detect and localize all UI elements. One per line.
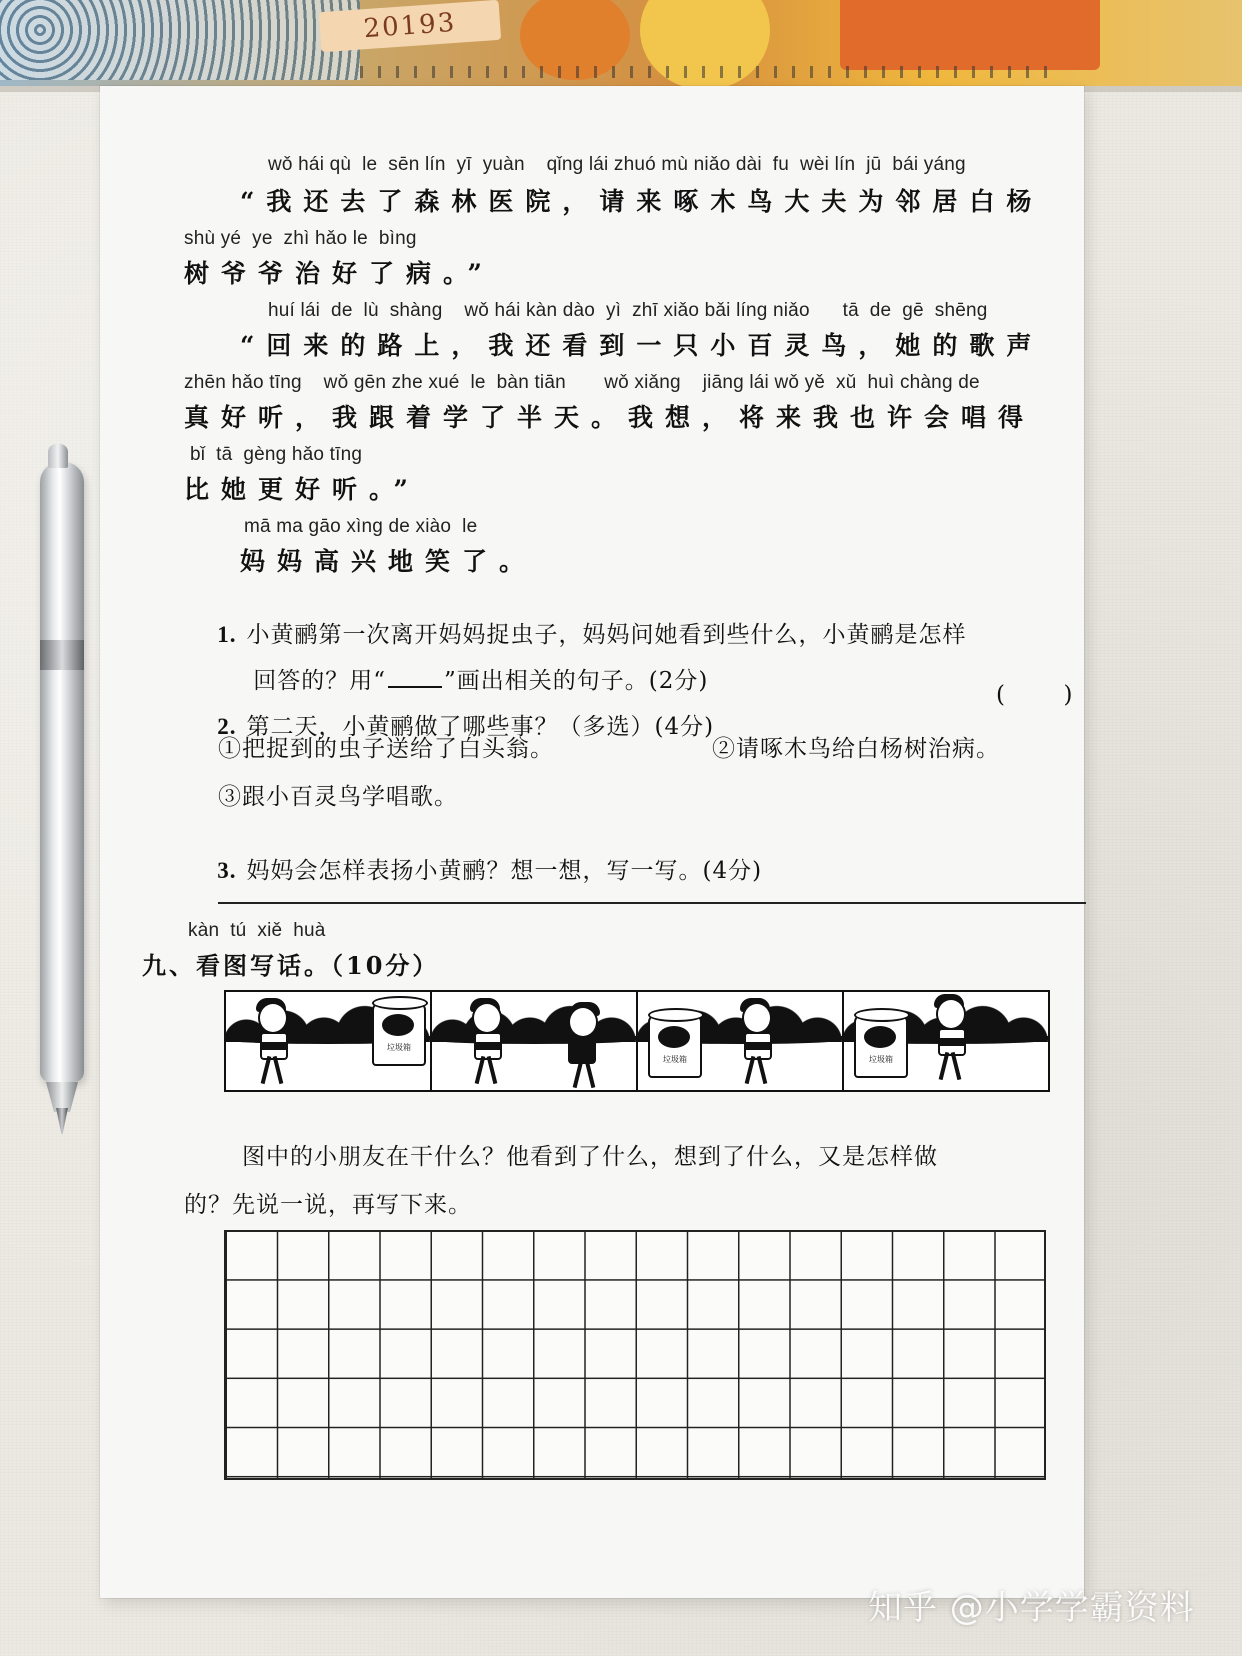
section-9-pinyin: kàn tú xiě huà [188, 920, 326, 941]
trash-bin [648, 1014, 702, 1078]
question-1-line-1: 小黄鹂第一次离开妈妈捉虫子，妈妈问她看到些什么，小黄鹂是怎样 [246, 622, 967, 648]
story-pinyin-1: wǒ hái qù le sēn lín yī yuàn qǐng lái zhuó mù niǎo dài fu wèi lín jū bái yáng [268, 154, 966, 175]
pen-grip [46, 1082, 78, 1112]
comic-panel-1 [226, 992, 432, 1090]
bin-mouth [864, 1026, 896, 1048]
child-figure [730, 998, 780, 1088]
bin-label: 垃圾箱 [387, 1043, 411, 1052]
section-9-title: 九、看图写话。（10分） [142, 951, 440, 980]
answer-line[interactable] [218, 902, 1086, 904]
cover-illustration-3 [840, 0, 1100, 70]
pen-tip [56, 1108, 68, 1134]
story-hanzi-3: “回来的路上，我还看到一只小百灵鸟，她的歌声 [240, 331, 1044, 360]
belt [938, 1038, 966, 1046]
story-pinyin-3: huí lái de lù shàng wǒ hái kàn dào yì zhī xiǎo bǎi líng niǎo tā de gē shēng [268, 300, 988, 321]
leg [951, 1052, 962, 1080]
leg [487, 1056, 498, 1084]
story-pinyin-2: shù yé ye zhì hǎo le bìng [184, 228, 417, 249]
bin-mouth [382, 1014, 414, 1036]
question-2-number: 2. [217, 714, 237, 739]
pen-band [40, 640, 84, 670]
bin-label: 垃圾箱 [663, 1055, 687, 1064]
ruler-ticks [360, 66, 1060, 78]
head [472, 1002, 502, 1034]
leg [475, 1056, 486, 1084]
option-3: ③跟小百灵鸟学唱歌。 [218, 784, 458, 810]
trash-bin [372, 1002, 426, 1066]
cover-pattern [0, 0, 360, 80]
bin-label: 垃圾箱 [869, 1055, 893, 1064]
question-3 [184, 826, 762, 911]
leg [757, 1056, 768, 1084]
story-hanzi-5: 比她更好听。” [184, 475, 420, 504]
watermark: 知乎 @小学学霸资料 [868, 1588, 1195, 1628]
question-1-suffix: ”画出相关的句子。(2分) [444, 668, 709, 694]
story-pinyin-6: mā ma gāo xìng de xiào le [244, 516, 478, 537]
question-1-prefix: 回答的？用“ [253, 668, 387, 694]
book-cover-strip [0, 0, 1242, 92]
comic-strip [224, 990, 1050, 1092]
leg [585, 1060, 596, 1088]
question-3-number: 3. [217, 858, 237, 883]
leg [745, 1056, 756, 1084]
child-figure [246, 998, 296, 1088]
option-1: ①把捉到的虫子送给了白头翁。 [218, 736, 554, 762]
story-pinyin-5: bǐ tā gèng hǎo tīng [190, 444, 363, 465]
question-3-text: 妈妈会怎样表扬小黄鹂？想一想，写一写。(4分) [246, 858, 763, 884]
bin-lid [854, 1008, 910, 1022]
section-9-prompt-line-1: 图中的小朋友在干什么？他看到了什么，想到了什么，又是怎样做 [242, 1144, 938, 1170]
sweeper-figure [560, 1002, 610, 1090]
bin-lid [372, 996, 428, 1010]
comic-panel-4 [844, 992, 1048, 1090]
comic-panel-3 [638, 992, 844, 1090]
story-hanzi-1: “我还去了森林医院，请来啄木鸟大夫为邻居白杨 [240, 187, 1044, 216]
story-hanzi-4: 真好听，我跟着学了半天。我想，将来我也许会唱得 [184, 403, 1036, 432]
bin-lid [648, 1008, 704, 1022]
head [568, 1006, 598, 1038]
story-hanzi-6: 妈妈高兴地笑了。 [240, 547, 537, 576]
story-hanzi-2: 树爷爷治好了病。” [184, 259, 494, 288]
belt [744, 1042, 772, 1050]
bin-mouth [658, 1026, 690, 1048]
head [258, 1002, 288, 1034]
belt [474, 1042, 502, 1050]
leg [939, 1052, 950, 1080]
child-figure [460, 998, 510, 1088]
head [936, 998, 966, 1030]
answer-paren[interactable]: ( ) [996, 682, 1073, 708]
story-pinyin-4: zhēn hǎo tīng wǒ gēn zhe xué le bàn tiān wǒ xiǎng jiāng lái wǒ yě xǔ huì chàng de [184, 372, 980, 393]
pen-barrel [40, 462, 84, 1082]
comic-panel-2 [432, 992, 638, 1090]
head [742, 1002, 772, 1034]
option-2: ②请啄木鸟给白杨树治病。 [712, 736, 1000, 762]
pen [32, 444, 92, 1134]
leg [261, 1056, 272, 1084]
pen-cap-top [48, 444, 68, 468]
cover-text: 20193 [319, 0, 501, 52]
trash-bin [854, 1014, 908, 1078]
writing-grid[interactable] [224, 1230, 1046, 1480]
question-1-number: 1. [217, 622, 237, 647]
child-figure [924, 994, 974, 1084]
belt [260, 1042, 288, 1050]
question-2-text: 第二天，小黄鹂做了哪些事？（多选）(4分) [246, 714, 715, 740]
section-9-prompt-line-2: 的？先说一说，再写下来。 [184, 1192, 472, 1218]
leg [573, 1060, 584, 1088]
leg [273, 1056, 284, 1084]
